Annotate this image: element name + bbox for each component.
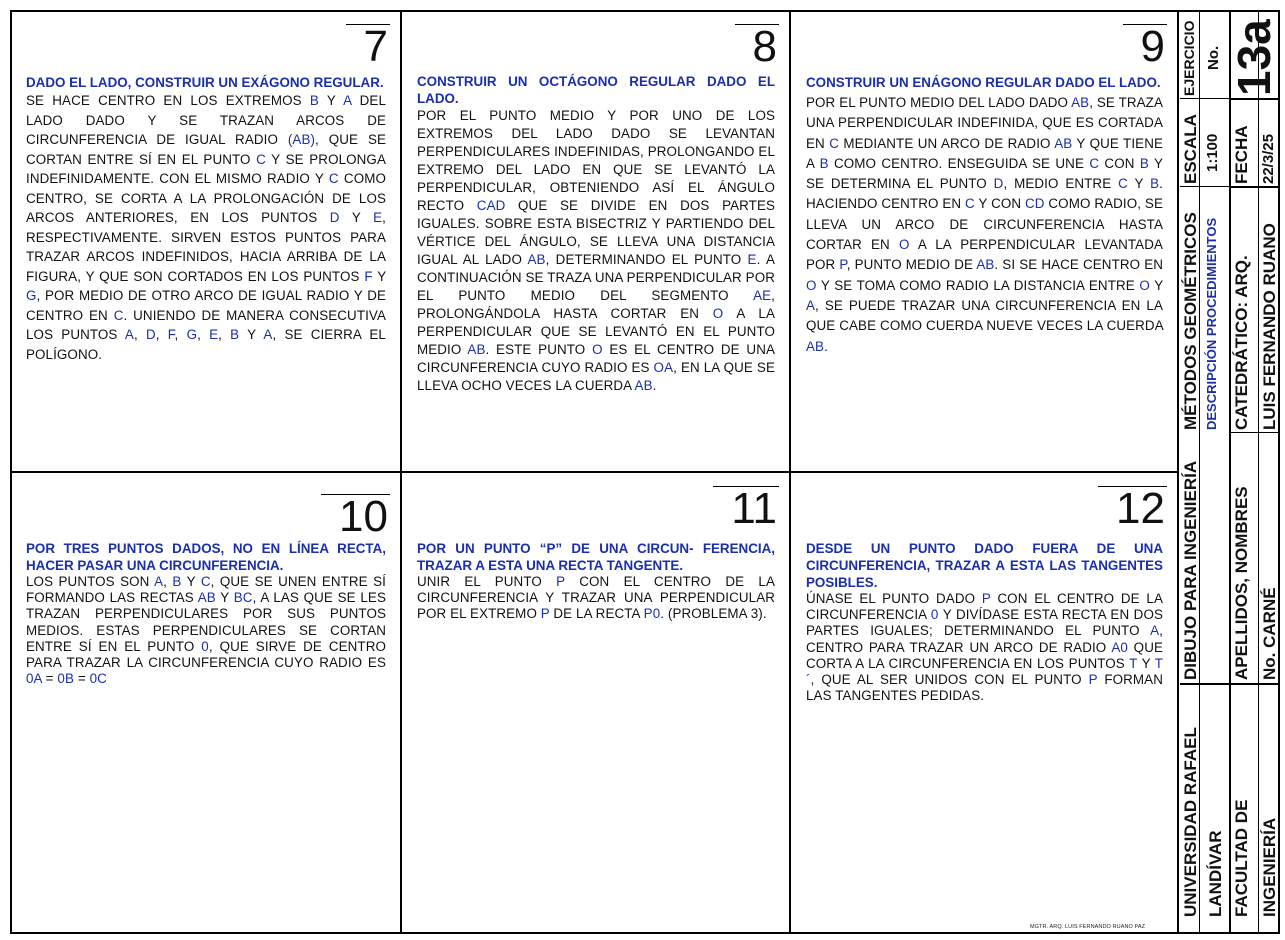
- panel-number: 8: [735, 24, 779, 69]
- body-text: .: [652, 378, 657, 393]
- point-label: A0: [1111, 639, 1128, 655]
- date-value: 22/3/25: [1260, 133, 1277, 184]
- panel-title: DESDE UN PUNTO DADO FUERA DE UNA CIRCUNFERENCIA, TRAZAR A ESTA LAS TANGENTES POSIBLES.: [806, 541, 1163, 590]
- point-label: D: [329, 210, 340, 225]
- point-label: C: [328, 171, 339, 186]
- body-text: , SE TRAZA UNA PERPENDICULAR INDEFINIDA, QUE ES CORTADA EN: [806, 95, 1163, 151]
- professor-name: LUIS FERNANDO RUANO: [1260, 223, 1279, 430]
- body-text: COMO CENTRO, SE CORTA A LA PROLONGACIÓN DE LOS ARCOS ANTERIORES, EN LOS PUNTOS: [26, 171, 386, 225]
- point-label: AE: [753, 288, 772, 303]
- point-label: AB: [806, 338, 825, 354]
- body-text: , DETERMINANDO EL PUNTO: [545, 252, 748, 267]
- scale-value: 1:100: [1204, 133, 1221, 172]
- faculty-name: FACULTAD DE: [1232, 799, 1251, 917]
- point-label: F: [364, 268, 373, 284]
- panel-body: [417, 574, 775, 623]
- carne-label: No. CARNÉ: [1260, 587, 1279, 680]
- body-text: A LA PERPENDICULAR LEVANTADA POR: [806, 237, 1164, 273]
- panel-9: [792, 12, 1177, 471]
- body-text: Y: [1127, 176, 1151, 192]
- body-text: , EN LA QUE SE LLEVA OCHO VECES LA CUERDA: [417, 360, 775, 393]
- point-label: A: [806, 297, 816, 313]
- body-text: , A LAS QUE SE LES TRAZAN PERPENDICULARES POR SUS PUNTOS MEDIOS. ESTAS PERPENDICULARES SE CORTAN ENTRE SÍ EN EL PUNTO: [26, 590, 386, 654]
- point-label: B: [230, 327, 240, 342]
- point-label: 0B: [57, 671, 74, 687]
- point-label: G: [26, 288, 37, 303]
- point-label: C: [256, 151, 266, 167]
- body-text: ,: [163, 574, 173, 589]
- body-text: Y SE PROLONGA INDEFINIDAMENTE. CON EL MISMO RADIO Y: [26, 151, 386, 186]
- body-text: , MEDIO ENTRE: [1003, 176, 1119, 192]
- panel-body: [417, 107, 775, 395]
- point-label: B: [819, 155, 829, 171]
- body-text: Y: [372, 268, 386, 284]
- body-text: Y QUE TIENE A: [806, 135, 1163, 171]
- point-label: P0: [643, 606, 661, 622]
- topic: MÉTODOS GEOMÉTRICOS: [1181, 212, 1200, 430]
- course-name: DIBUJO PARA INGENIERÍA: [1181, 460, 1200, 680]
- body-text: QUE CORTA A LA CIRCUNFERENCIA EN LOS PUNTOS: [806, 639, 1163, 671]
- body-text: Y CON: [974, 196, 1025, 212]
- university-name-2: LANDÍVAR: [1206, 830, 1225, 917]
- point-label: G: [186, 327, 198, 342]
- point-label: C: [965, 196, 975, 212]
- body-text: COMO CENTRO. ENSEGUIDA SE UNE: [828, 155, 1090, 171]
- date-label: FECHA: [1232, 125, 1251, 184]
- body-text: POR EL PUNTO MEDIO DEL LADO DADO: [806, 95, 1072, 110]
- body-text: COMO RADIO, SE LLEVA UN ARCO DE CIRCUNFERENCIA HASTA CORTAR EN: [806, 196, 1163, 253]
- point-label: (AB): [287, 132, 316, 147]
- point-label: B: [172, 574, 182, 589]
- point-label: F: [167, 327, 175, 342]
- university-name: UNIVERSIDAD RAFAEL: [1181, 727, 1200, 917]
- point-label: C: [1089, 155, 1100, 171]
- panel-title: CONSTRUIR UN OCTÁGONO REGULAR DADO EL LADO.: [417, 74, 775, 106]
- body-text: QUE SE DIVIDE EN DOS PARTES IGUALES. SOBRE ESTA BISECTRIZ Y PARTIENDO DEL VÉRTICE DEL ÁNGULO, SE LLEVA UNA DISTANCIA IGUAL AL LADO: [417, 198, 776, 267]
- body-text: =: [74, 671, 90, 687]
- panel-title: CONSTRUIR UN ENÁGONO REGULAR DADO EL LADO.: [806, 75, 1161, 90]
- point-label: P: [1088, 672, 1098, 688]
- point-label: P: [540, 606, 550, 622]
- author-credit: MGTR. ARQ. LUIS FERNANDO RUANO PAZ: [1030, 924, 1146, 930]
- body-text: ,: [155, 327, 168, 342]
- point-label: E: [373, 210, 383, 225]
- body-text: FORMAN LAS TANGENTES PEDIDAS.: [806, 672, 1163, 704]
- point-label: 0: [930, 607, 939, 623]
- body-text: DE LA RECTA: [549, 606, 644, 622]
- body-text: Y DIVÍDASE ESTA RECTA EN DOS PARTES IGUALES; DETERMINANDO EL PUNTO: [806, 607, 1163, 639]
- divider: [12, 471, 1178, 473]
- panel-number: 12: [1098, 486, 1167, 531]
- body-text: , POR MEDIO DE OTRO ARCO DE IGUAL RADIO Y DE CENTRO EN: [26, 288, 386, 323]
- panel-number: 11: [713, 486, 779, 531]
- point-label: D: [145, 327, 156, 342]
- body-text: CON EL CENTRO DE LA CIRCUNFERENCIA Y TRAZAR UNA PERPENDICULAR POR EL EXTREMO: [417, 574, 775, 622]
- point-label: C: [829, 135, 839, 151]
- body-text: DEL LADO DADO Y SE TRAZAN ARCOS DE CIRCUNFERENCIA DE IGUAL RADIO: [26, 93, 386, 147]
- point-label: 0A: [26, 671, 42, 687]
- point-label: 0: [201, 638, 209, 654]
- body-text: Y SE DETERMINA EL PUNTO: [806, 155, 1163, 192]
- point-label: E: [209, 327, 219, 342]
- point-label: AB: [634, 378, 653, 393]
- faculty-name-2: INGENIERÍA: [1260, 817, 1279, 917]
- body-text: , CENTRO PARA TRAZAR UN ARCO DE RADIO: [806, 623, 1163, 655]
- body-text: Y: [239, 327, 264, 342]
- body-text: CON: [1099, 155, 1140, 171]
- body-text: Y: [215, 590, 234, 606]
- panel-12: [792, 474, 1177, 934]
- panel-title: POR TRES PUNTOS DADOS, NO EN LÍNEA RECTA, HACER PASAR UNA CIRCUNFERENCIA.: [26, 541, 386, 573]
- point-label: BC: [233, 590, 253, 606]
- point-label: T: [1129, 655, 1138, 671]
- body-text: . UNIENDO DE MANERA CONSECUTIVA LOS PUNTOS: [26, 307, 386, 342]
- professor-label: CATEDRÁTICO: ARQ.: [1232, 255, 1251, 430]
- point-label: 0C: [89, 671, 107, 687]
- point-label: C: [200, 574, 211, 589]
- point-label: O: [1139, 277, 1150, 293]
- panel-8: [403, 12, 789, 471]
- panel-number: 10: [321, 494, 390, 539]
- body-text: , PROLONGÁNDOLA HASTA CORTAR EN: [417, 288, 775, 321]
- body-text: , QUE SIRVE DE CENTRO PARA TRAZAR LA CIRCUNFERENCIA CUYO RADIO ES: [26, 638, 386, 671]
- body-text: , RESPECTIVAMENTE. SIRVEN ESTOS PUNTOS PARA TRAZAR ARCOS INDEFINIDOS, HACIA ARRIBA DE LA FIGURA, Y QUE SON CORTADOS EN LOS PUNTOS: [26, 210, 386, 284]
- panel-7: [12, 12, 400, 471]
- drawing-sheet: [10, 10, 1280, 934]
- point-label: AB: [1071, 95, 1090, 110]
- body-text: =: [41, 671, 58, 687]
- point-label: AB: [976, 257, 995, 273]
- panel-body: [26, 91, 386, 364]
- panel-title: DADO EL LADO, CONSTRUIR UN EXÁGONO REGULAR.: [26, 75, 384, 90]
- names-label: APELLIDOS, NOMBRES: [1232, 486, 1251, 680]
- body-text: Y: [181, 574, 201, 589]
- point-label: A: [1150, 623, 1160, 639]
- panel-body: [806, 591, 1163, 704]
- point-label: A: [154, 574, 164, 589]
- panel-10: [12, 474, 400, 934]
- body-text: A LA PERPENDICULAR QUE SE LEVANTÓ EN EL PUNTO MEDIO: [417, 306, 775, 357]
- panel-number: 9: [1123, 24, 1167, 69]
- body-text: ,: [174, 327, 187, 342]
- body-text: CON EL CENTRO DE LA CIRCUNFERENCIA: [806, 591, 1163, 623]
- body-text: .: [824, 338, 828, 354]
- body-text: ,: [133, 327, 146, 342]
- body-text: ÚNASE EL PUNTO DADO: [806, 591, 982, 606]
- sheet-number: 13a: [1228, 19, 1280, 96]
- body-text: , SE CIERRA EL POLÍGONO.: [26, 327, 386, 362]
- body-text: Y SE TOMA COMO RADIO LA DISTANCIA ENTRE: [816, 277, 1140, 293]
- panel-11: [403, 474, 789, 934]
- point-label: D: [993, 176, 1004, 192]
- point-label: B: [1139, 155, 1149, 171]
- body-text: . (PROBLEMA 3).: [660, 606, 767, 622]
- exercise-label: EJERCICIO: [1181, 20, 1197, 96]
- body-text: POR EL PUNTO MEDIO Y POR UNO DE LOS EXTREMOS DEL LADO DADO SE LEVANTAN PERPENDICULARES INDEFINIDAS, PROLONGANDO EL EXTREMO DEL LADO EN QUE SE LEVANTÓ LA PERPENDICULAR, OBTENIENDO ASÍ EL ÁNGULO RECTO: [417, 108, 775, 213]
- point-label: OA: [653, 360, 674, 375]
- point-label: AB: [467, 342, 486, 357]
- body-text: Y: [1137, 655, 1155, 671]
- body-text: . A CONTINUACIÓN SE TRAZA UNA PERPENDICULAR POR EL PUNTO MEDIO DEL SEGMENTO: [417, 252, 775, 303]
- point-label: O: [806, 277, 817, 293]
- point-label: C: [1118, 176, 1128, 192]
- point-label: CAD: [476, 198, 506, 213]
- body-text: , QUE SE UNEN ENTRE SÍ FORMANDO LAS RECTAS: [26, 574, 386, 606]
- title-block: [1180, 12, 1279, 933]
- panel-body: [806, 93, 1163, 357]
- point-label: AB: [527, 252, 546, 267]
- body-text: . ESTE PUNTO: [485, 342, 593, 357]
- point-label: CD: [1025, 196, 1045, 212]
- body-text: , SE PUEDE TRAZAR UNA CIRCUNFERENCIA EN LA QUE CABE COMO CUERDA NUEVE VECES LA CUERDA: [806, 297, 1163, 334]
- body-text: Y: [1149, 277, 1163, 293]
- point-label: O: [592, 342, 603, 357]
- panel-number: 7: [346, 24, 390, 69]
- body-text: SE HACE CENTRO EN LOS EXTREMOS: [26, 93, 310, 108]
- point-label: E: [747, 252, 757, 267]
- scale-label: ESCALA: [1181, 114, 1200, 184]
- point-label: A: [124, 327, 134, 342]
- point-label: T´: [806, 655, 1163, 688]
- point-label: P: [556, 574, 565, 589]
- body-text: ES EL CENTRO DE UNA CIRCUNFERENCIA CUYO RADIO ES: [417, 342, 775, 375]
- body-text: . HACIENDO CENTRO EN: [806, 176, 1163, 212]
- body-text: , QUE AL SER UNIDOS CON EL PUNTO: [810, 672, 1089, 688]
- point-label: C: [113, 307, 124, 323]
- point-label: O: [712, 306, 724, 321]
- body-text: , QUE SE CORTAN ENTRE SÍ EN EL PUNTO: [26, 132, 387, 167]
- body-text: MEDIANTE UN ARCO DE RADIO: [838, 135, 1055, 151]
- body-text: , PUNTO MEDIO DE: [846, 257, 977, 273]
- panel-title: POR UN PUNTO “P” DE UNA CIRCUN- FERENCIA, TRAZAR A ESTA UNA RECTA TANGENTE.: [417, 541, 775, 573]
- body-text: Y: [339, 210, 374, 225]
- point-label: B: [1150, 176, 1160, 192]
- point-label: P: [981, 591, 991, 606]
- exercise-no-label: No.: [1205, 45, 1222, 70]
- body-text: ,: [218, 327, 231, 342]
- point-label: O: [898, 237, 910, 253]
- point-label: AB: [1054, 135, 1073, 151]
- point-label: B: [309, 93, 319, 108]
- body-text: LOS PUNTOS SON: [26, 574, 155, 589]
- panel-body: [26, 574, 386, 687]
- body-text: UNIR EL PUNTO: [417, 574, 557, 589]
- subtopic: DESCRIPCIÓN PROCEDIMIENTOS: [1204, 217, 1219, 430]
- point-label: AB: [197, 590, 216, 606]
- body-text: . SI SE HACE CENTRO EN: [994, 257, 1163, 273]
- point-label: A: [343, 93, 352, 108]
- body-text: ,: [197, 327, 210, 342]
- point-label: P: [839, 257, 847, 273]
- point-label: A: [263, 327, 273, 342]
- body-text: Y: [318, 93, 344, 108]
